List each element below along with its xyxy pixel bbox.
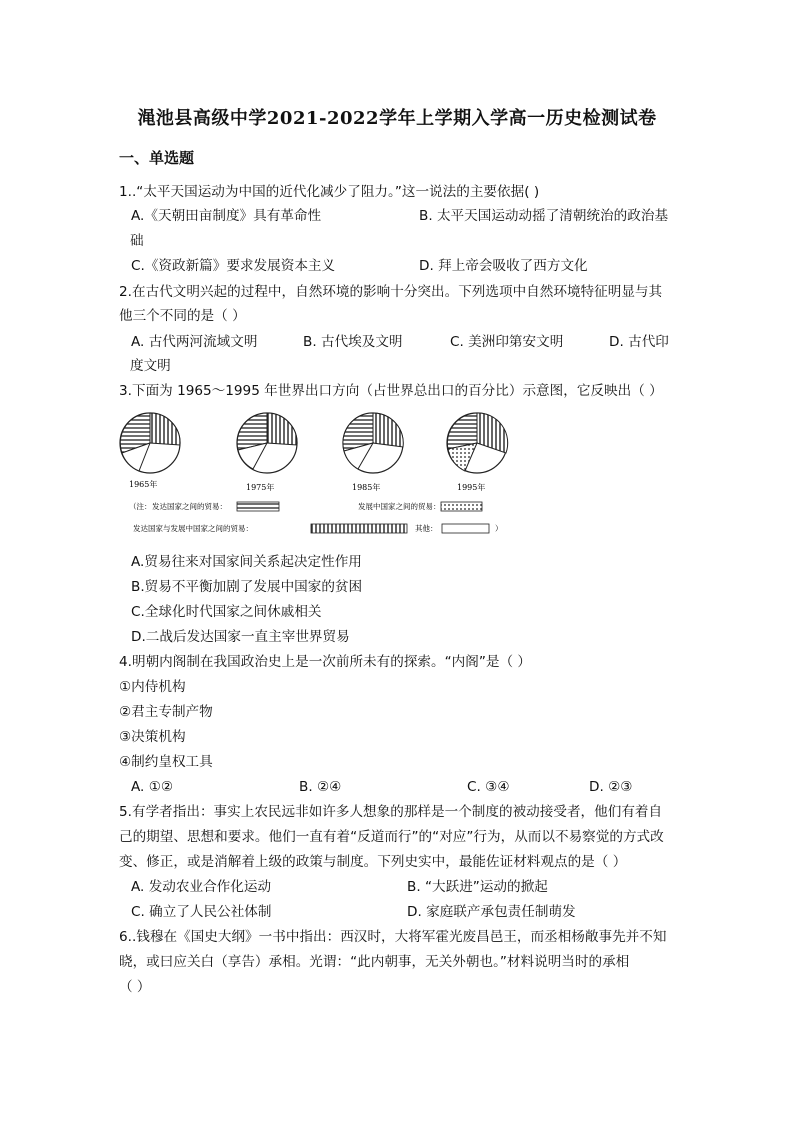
q1-option-d[interactable]: D. 拜上帝会吸收了西方文化	[419, 258, 588, 274]
page-title: 渑池县高级中学2021-2022学年上学期入学高一历史检测试卷	[137, 108, 657, 129]
q1-option-c[interactable]: C.《资政新篇》要求发展资本主义	[131, 258, 336, 274]
legend-other-swatch	[442, 524, 489, 533]
legend-close: ）	[495, 524, 503, 533]
q6-stem-line3: （ ）	[119, 979, 151, 995]
q5-option-a[interactable]: A. 发动农业合作化运动	[131, 879, 272, 895]
q4-option-d[interactable]: D. ②③	[589, 779, 633, 795]
q3-option-b[interactable]: B.贸易不平衡加剧了发展中国家的贫困	[131, 579, 363, 595]
pie-1985	[343, 413, 403, 473]
q4-stem: 4.明朝内阁制在我国政治史上是一次前所未有的探索。“内阁”是（ ）	[119, 654, 531, 670]
section-heading: 一、单选题	[119, 149, 195, 167]
q4-item-1: ①内侍机构	[119, 679, 186, 695]
year-label-1975: 1975年	[246, 483, 275, 492]
pie-legend	[129, 501, 503, 533]
year-label-1965: 1965年	[129, 480, 158, 489]
q1-stem: 1..“太平天国运动为中国的近代化减少了阻力。”这一说法的主要依据( )	[119, 184, 540, 200]
q5-option-d[interactable]: D. 家庭联产承包责任制萌发	[407, 904, 576, 920]
trade-pie-figure	[115, 407, 515, 547]
q6-stem-line2: 晓，或曰应关白（享告）承相。光谓：“此内朝事，无关外朝也。”材料说明当时的承相	[119, 954, 630, 970]
q3-stem: 3.下面为 1965～1995 年世界出口方向（占世界总出口的百分比）示意图，它反映出（ ）	[119, 383, 663, 399]
q2-stem-line1: 2.在古代文明兴起的过程中，自然环境的影响十分突出。下列选项中自然环境特征明显与其	[119, 284, 663, 300]
legend-other-label: 其他：	[415, 524, 438, 533]
q2-option-c[interactable]: C. 美洲印第安文明	[450, 334, 564, 350]
q4-option-b[interactable]: B. ②④	[299, 779, 342, 795]
q2-option-b[interactable]: B. 古代埃及文明	[303, 334, 403, 350]
legend-cross-label: 发达国家与发展中国家之间的贸易：	[133, 524, 253, 533]
q1-option-b-cont: 础	[130, 233, 144, 249]
q4-option-c[interactable]: C. ③④	[467, 779, 510, 795]
q4-option-a[interactable]: A. ①②	[131, 779, 174, 795]
legend-developing-swatch	[441, 502, 482, 511]
q5-stem-line2: 己的期望、思想和要求。他们一直有着“反道而行”的“对应”行为，从而以不易察觉的方式改	[119, 829, 664, 845]
year-label-1985: 1985年	[352, 483, 381, 492]
q6-stem-line1: 6..钱穆在《国史大纲》一书中指出：西汉时，大将军霍光废昌邑王，而丞相杨敞事先并不知	[119, 929, 667, 945]
q3-option-a[interactable]: A.贸易往来对国家间关系起决定性作用	[131, 554, 362, 570]
q4-item-3: ③决策机构	[119, 729, 186, 745]
pie-1995	[447, 413, 508, 473]
q5-stem-line3: 变、修正，或是消解着上级的政策与制度。下列史实中，最能佐证材料观点的是（ ）	[119, 854, 627, 870]
q5-option-c[interactable]: C. 确立了人民公社体制	[131, 904, 272, 920]
legend-cross-swatch	[311, 524, 407, 533]
legend-dev-swatch	[237, 502, 279, 511]
legend-developing-label: 发展中国家之间的贸易：	[358, 502, 441, 511]
q5-stem-line1: 5.有学者指出：事实上农民远非如许多人想象的那样是一个制度的被动接受者，他们有着自	[119, 804, 663, 820]
pie-1975	[237, 413, 297, 473]
q1-option-a[interactable]: A.《天朝田亩制度》具有革命性	[131, 208, 322, 224]
q2-option-d-cont: 度文明	[130, 358, 171, 374]
year-label-1995: 1995年	[457, 483, 486, 492]
legend-open: （注：	[129, 502, 152, 511]
legend-dev-label: 发达国家之间的贸易：	[152, 502, 227, 511]
q5-option-b[interactable]: B. “大跃进”运动的掀起	[407, 879, 548, 895]
pie-1965	[120, 413, 180, 473]
q3-option-d[interactable]: D.二战后发达国家一直主宰世界贸易	[131, 629, 350, 645]
q2-stem-line2: 他三个不同的是（ ）	[119, 308, 246, 324]
q1-option-b[interactable]: B. 太平天国运动动摇了清朝统治的政治基	[419, 208, 669, 224]
q2-option-d[interactable]: D. 古代印	[609, 334, 669, 350]
q4-item-4: ④制约皇权工具	[119, 754, 213, 770]
q4-item-2: ②君主专制产物	[119, 704, 213, 720]
q2-option-a[interactable]: A. 古代两河流域文明	[131, 334, 258, 350]
q3-option-c[interactable]: C.全球化时代国家之间休戚相关	[131, 604, 322, 620]
